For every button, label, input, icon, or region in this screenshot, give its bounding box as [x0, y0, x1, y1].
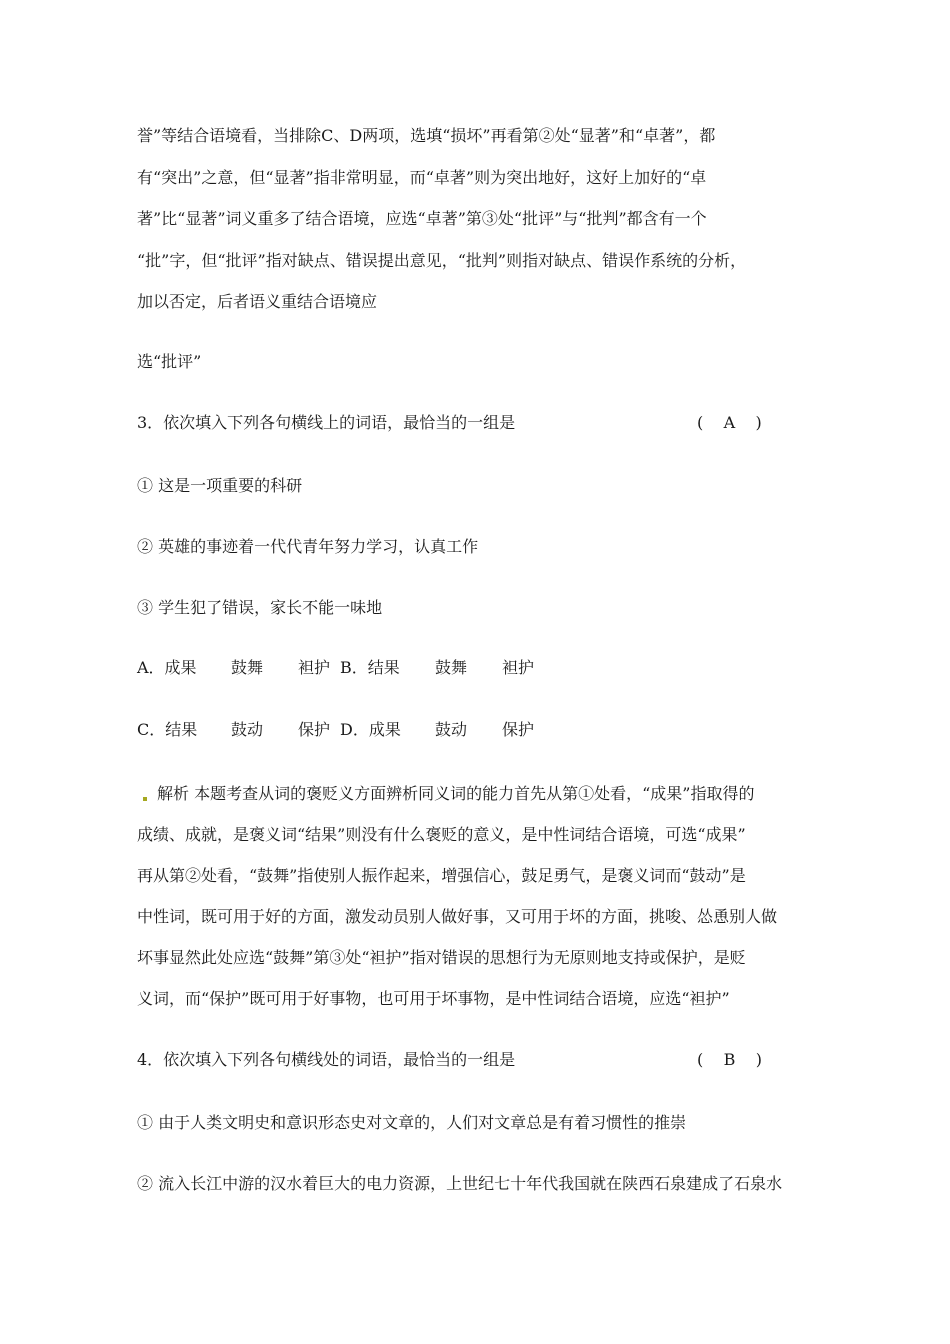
question-4-sentence-2: ② 流入长江中游的汉水着巨大的电力资源，上世纪七十年代我国就在陕西石泉建成了石泉水: [137, 1174, 783, 1193]
option-a-word-2: 鼓舞: [231, 658, 264, 677]
paragraph-line: 选“批评”: [137, 352, 202, 371]
question-4-stem: 4．依次填入下列各句横线处的词语，最恰当的一组是: [137, 1050, 516, 1069]
analysis-line: 成绩、成就，是褒义词“结果”则没有什么褒贬的意义，是中性词结合语境，可选“成果”: [137, 825, 746, 844]
option-d-word-3: 保护: [502, 720, 535, 739]
paragraph-line: 著”比“显著”词义重多了结合语境，应选“卓著”第③处“批评”与“批判”都含有一个: [137, 209, 707, 228]
paragraph-line: 誉”等结合语境看，当排除C、D两项，选填“损坏”再看第②处“显著”和“卓著”，都: [137, 126, 716, 145]
option-d-word-2: 鼓动: [435, 720, 468, 739]
question-4-answer: ( B ): [697, 1050, 762, 1069]
question-3-sentence-1: ① 这是一项重要的科研: [137, 476, 303, 495]
option-a-word-3: 袒护: [298, 658, 331, 677]
question-4-sentence-1: ① 由于人类文明史和意识形态史对文章的，人们对文章总是有着习惯性的推崇: [137, 1113, 687, 1132]
analysis-line: 义词，而“保护”既可用于好事物，也可用于坏事物，是中性词结合语境，应选“袒护”: [137, 989, 730, 1008]
question-3-sentence-2: ② 英雄的事迹着一代代青年努力学习，认真工作: [137, 537, 479, 556]
question-3-answer: ( A ): [697, 413, 762, 432]
question-3-sentence-3: ③ 学生犯了错误，家长不能一味地: [137, 598, 383, 617]
paragraph-line: “批”字，但“批评”指对缺点、错误提出意见，“批判”则指对缺点、错误作系统的分析，: [137, 251, 747, 270]
analysis-line: 中性词，既可用于好的方面，激发动员别人做好事，又可用于坏的方面，挑唆、怂恿别人做: [137, 907, 778, 926]
option-b-label: B．结果: [340, 658, 400, 677]
option-c-word-2: 鼓动: [231, 720, 264, 739]
option-c-label: C．结果: [137, 720, 198, 739]
option-a-label: A．成果: [137, 658, 197, 677]
analysis-line: 再从第②处看，“鼓舞”指使别人振作起来，增强信心，鼓足勇气，是褒义词而“鼓动”是: [137, 866, 746, 885]
paragraph-line: 有“突出”之意，但“显著”指非常明显，而“卓著”则为突出地好，这好上加好的“卓: [137, 168, 707, 187]
analysis-line: 坏事显然此处应选“鼓舞”第③处“袒护”指对错误的思想行为无原则地支持或保护，是贬: [137, 948, 746, 967]
options-row-cd: [137, 720, 534, 740]
option-b-word-3: 袒护: [502, 658, 535, 677]
analysis-line: 解析 本题考查从词的褒贬义方面辨析同义词的能力首先从第①处看，“成果”指取得的: [157, 784, 755, 803]
option-d-label: D．成果: [340, 720, 401, 739]
option-c-word-3: 保护: [298, 720, 331, 739]
paragraph-line: 加以否定，后者语义重结合语境应: [137, 292, 378, 311]
option-b-word-2: 鼓舞: [435, 658, 468, 677]
options-row-ab: [137, 658, 534, 678]
question-3-stem: 3．依次填入下列各句横线上的词语，最恰当的一组是: [137, 413, 516, 432]
marker-dot: [143, 797, 147, 801]
